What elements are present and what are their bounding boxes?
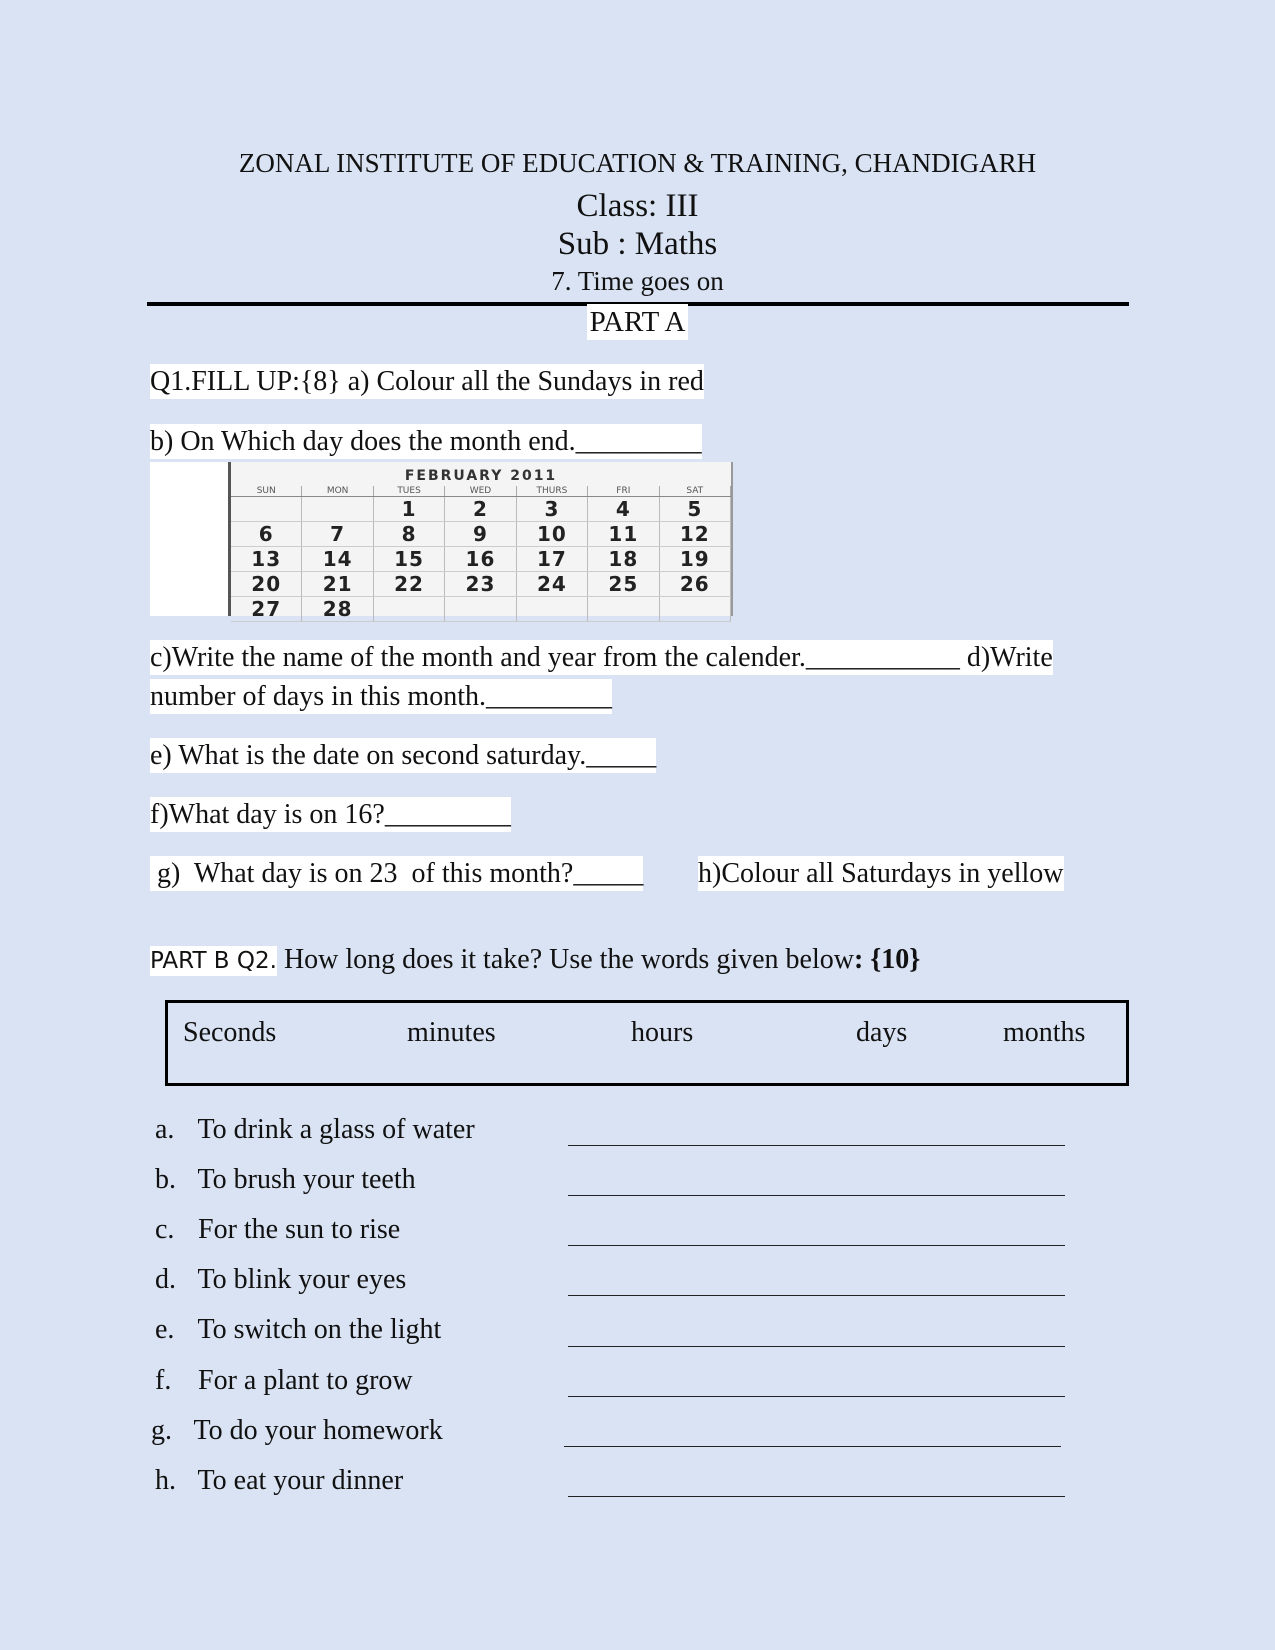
list-item [155,1214,400,1246]
answer-line-b[interactable] [568,1195,1065,1196]
item-text: To drink a glass of water [197,1114,475,1145]
calendar-date-cell: 4 [588,497,659,522]
list-item [155,1164,416,1196]
calendar-date-cell: 12 [659,522,730,547]
calendar-date-cell: 23 [445,572,516,597]
item-label: c. [155,1214,175,1245]
calendar-date-cell: 5 [659,497,730,522]
calendar-image [150,462,728,621]
list-item [155,1114,475,1146]
answer-line-g[interactable] [564,1446,1061,1447]
calendar-day-header: THURS [516,486,587,497]
institute-title: ZONAL INSTITUTE OF EDUCATION & TRAINING, CHANDIGARH [238,148,1037,178]
item-label: a. [155,1114,175,1145]
word-minutes: minutes [407,1017,496,1048]
word-days: days [856,1017,908,1048]
item-label: g. [151,1415,172,1446]
subject-label: Sub : Maths [557,226,718,262]
calendar [228,462,733,621]
word-seconds: Seconds [183,1017,277,1048]
question-1e [150,740,656,772]
calendar-week-row [231,547,731,572]
calendar-date-cell [659,597,730,622]
calendar-date-cell [302,497,373,522]
question-1c-text: c)Write the name of the month and year from the calender.___________ d)Write [150,642,1053,673]
item-text: To switch on the light [197,1314,442,1345]
calendar-date-cell: 2 [445,497,516,522]
question-1a [150,366,704,398]
answer-line-f[interactable] [568,1396,1065,1397]
question-1f-text: f)What day is on 16?_________ [150,799,511,830]
calendar-date-cell: 3 [516,497,587,522]
part-a-heading [0,306,1275,339]
question-1h-text: h)Colour all Saturdays in yellow [698,858,1064,889]
question-1b [150,426,702,458]
item-label: d. [155,1264,176,1295]
part-b-question [150,944,920,976]
calendar-date-cell: 14 [302,547,373,572]
answer-line-d[interactable] [568,1295,1065,1296]
calendar-date-cell: 21 [302,572,373,597]
calendar-date-cell: 18 [588,547,659,572]
item-label: h. [155,1465,176,1496]
item-text: For a plant to grow [198,1365,413,1396]
list-item [155,1314,441,1346]
calendar-date-cell: 8 [373,522,444,547]
calendar-date-cell: 25 [588,572,659,597]
item-label: b. [155,1164,176,1195]
item-text: To blink your eyes [197,1264,407,1295]
question-1a-text: Q1.FILL UP:{8} a) Colour all the Sundays in red [150,366,704,397]
answer-line-e[interactable] [568,1346,1065,1347]
question-1c [150,642,1053,674]
calendar-date-cell [231,497,302,522]
calendar-date-cell: 13 [231,547,302,572]
calendar-date-cell: 9 [445,522,516,547]
item-text: To do your homework [193,1415,443,1446]
calendar-date-cell: 19 [659,547,730,572]
calendar-date-cell: 26 [659,572,730,597]
chapter-title: 7. Time goes on [551,266,724,296]
calendar-date-cell: 22 [373,572,444,597]
question-1d-text: number of days in this month._________ [150,681,612,712]
part-a-label: PART A [587,304,689,340]
part-b-question-text: How long does it take? Use the words given below [276,944,854,975]
word-hours: hours [631,1017,694,1048]
question-1f [150,799,511,831]
calendar-date-cell: 24 [516,572,587,597]
calendar-date-cell: 28 [302,597,373,622]
calendar-week-row [231,597,731,622]
calendar-date-cell: 1 [373,497,444,522]
calendar-day-header: SAT [659,486,730,497]
list-item [155,1465,403,1497]
answer-line-a[interactable] [568,1145,1065,1146]
calendar-date-cell: 11 [588,522,659,547]
calendar-day-header: TUES [373,486,444,497]
calendar-date-cell [373,597,444,622]
calendar-date-cell: 7 [302,522,373,547]
calendar-date-cell: 16 [445,547,516,572]
calendar-title: FEBRUARY 2011 [404,468,558,484]
part-b-marks: : {10} [853,944,921,975]
calendar-date-cell: 6 [231,522,302,547]
calendar-date-cell [588,597,659,622]
word-bank-box [165,1000,1129,1086]
item-label: f. [155,1365,172,1396]
calendar-week-row [231,572,731,597]
calendar-date-cell: 27 [231,597,302,622]
calendar-date-cell: 15 [373,547,444,572]
calendar-date-cell: 20 [231,572,302,597]
class-label: Class: III [576,188,699,224]
question-1g [150,858,643,890]
calendar-day-header: SUN [231,486,302,497]
calendar-date-cell: 10 [516,522,587,547]
question-1d [150,681,612,713]
list-item [151,1415,443,1447]
calendar-grid [231,486,731,622]
calendar-week-row [231,522,731,547]
calendar-week-row [231,497,731,522]
item-text: To eat your dinner [197,1465,404,1496]
item-text: To brush your teeth [197,1164,416,1195]
word-months: months [1003,1017,1086,1048]
calendar-date-cell [445,597,516,622]
list-item [155,1264,406,1296]
part-b-label: PART B Q2. [150,948,277,974]
calendar-day-header: WED [445,486,516,497]
question-1b-text: b) On Which day does the month end._________ [150,426,702,457]
item-label: e. [155,1314,175,1345]
list-item [155,1365,413,1397]
calendar-date-cell: 17 [516,547,587,572]
question-1h [698,858,1064,890]
answer-line-h[interactable] [568,1496,1065,1497]
calendar-date-cell [516,597,587,622]
item-text: For the sun to rise [198,1214,401,1245]
answer-line-c[interactable] [568,1245,1065,1246]
calendar-day-header: MON [302,486,373,497]
calendar-day-header: FRI [588,486,659,497]
question-1e-text: e) What is the date on second saturday._____ [150,740,657,771]
question-1g-text: g) What day is on 23 of this month?_____ [150,858,644,889]
